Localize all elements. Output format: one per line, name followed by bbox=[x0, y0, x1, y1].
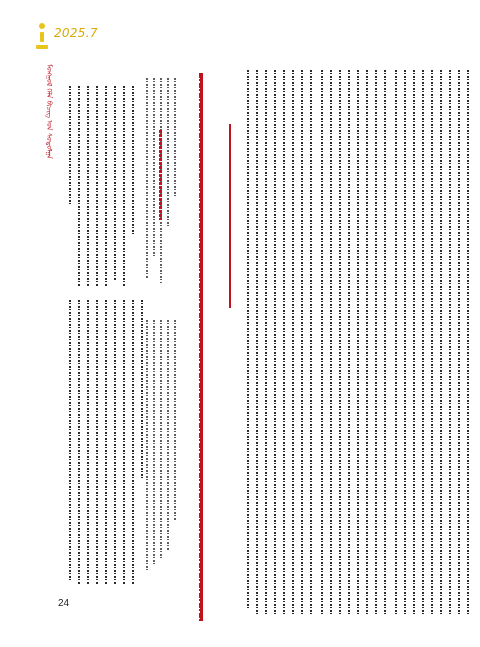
references-red-heading bbox=[158, 130, 164, 220]
article-subtitle bbox=[226, 124, 234, 308]
issue-year: 2025.7 bbox=[54, 26, 98, 40]
body-block-right-b bbox=[320, 70, 388, 620]
journal-name-strip: ᠮᠣᠩᠭᠣᠯ ᠬᠡᠯᠡ ᠪᠢᠴᠢᠭ ᠤᠨ ᠰᠤᠳᠤᠯᠭᠠ bbox=[45, 64, 53, 159]
journal-logo-icon bbox=[36, 23, 48, 49]
body-block-right-a bbox=[246, 70, 314, 620]
references-block-lower bbox=[145, 320, 176, 570]
body-block-left-lower bbox=[68, 300, 145, 590]
page-number: 24 bbox=[58, 598, 70, 609]
body-block-left-upper bbox=[68, 86, 136, 286]
body-block-right-c bbox=[394, 70, 471, 620]
